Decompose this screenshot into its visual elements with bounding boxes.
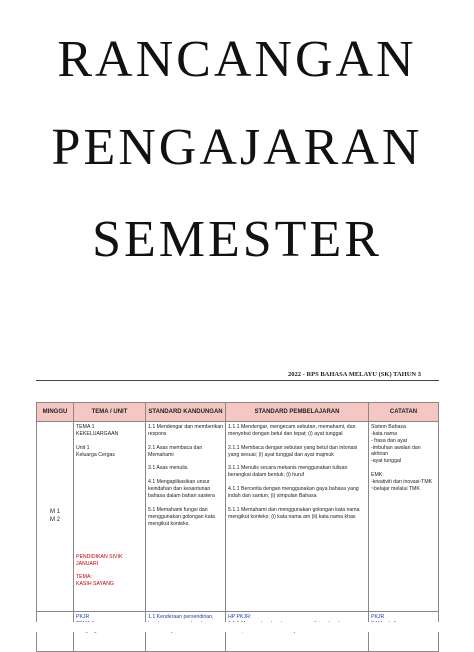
title-line-2: PENGAJARAN bbox=[51, 119, 423, 176]
header-standard-kandungan: STANDARD KANDUNGAN bbox=[146, 403, 226, 422]
minggu-cell bbox=[37, 422, 74, 612]
pkjr-sp-label: HP PKJR: bbox=[228, 614, 252, 620]
tema-cell bbox=[74, 422, 146, 612]
catatan-line: - frasa dan ayat bbox=[371, 437, 408, 444]
tema-line: KEKELUARGAAN bbox=[76, 430, 119, 437]
tema-value: KASIH SAYANG bbox=[76, 581, 114, 588]
minggu-2: M 2 bbox=[49, 516, 60, 523]
sp-item: 2.1.1 Membaca dengan sebutan yang betul dan intonasi yang sesuai; (i) ayat tunggal dan ayat majmuk bbox=[228, 444, 358, 458]
document-subtitle: 2022 - RPS BAHASA MELAYU (SK) TAHUN 3 bbox=[288, 371, 421, 378]
tema-line: TEMA 1 bbox=[76, 424, 95, 430]
sp-item: 5.1.1 Memahami dan menggunakan golongan kata nama mengikut konteks; (i) kata nama am (ii) kata nama khas bbox=[228, 506, 360, 520]
sk-item: 5.1 Memahami fungsi dan menggunakan golongan kata mengikut konteks. bbox=[148, 506, 215, 527]
tema-line: Unit 1 bbox=[76, 444, 90, 451]
sk-item: 1.1 Mendengar dan memberikan respons bbox=[148, 424, 223, 437]
header-standard-pembelajaran: STANDARD PEMBELAJARAN bbox=[226, 403, 369, 422]
catatan-line: -ayat tunggal bbox=[371, 458, 401, 465]
page-bottom-edge bbox=[0, 622, 474, 632]
tema-label: TEMA: bbox=[76, 574, 92, 581]
divider-rule bbox=[36, 380, 439, 381]
pkjr-catatan-1: PKJR bbox=[371, 614, 385, 620]
minggu-1: M 1 bbox=[49, 508, 60, 515]
header-tema-unit: TEMA / UNIT bbox=[74, 403, 146, 422]
pkjr-label: PKJR bbox=[76, 614, 90, 620]
catatan-line: -imbuhan awalan dan akhiran bbox=[371, 444, 421, 458]
title-line-3: SEMESTER bbox=[92, 211, 382, 268]
sp-item: 1.1.1 Mendengar, mengecam sebutan, memahami, dan menyebut dengan betul dan tepat; (i) ayat tunggal bbox=[228, 424, 356, 437]
sk-item: 4.1 Mengaplikasikan unsur keindahan dan kesantunan bahasa dalam bahan sastera bbox=[148, 479, 215, 500]
table-row bbox=[37, 422, 439, 612]
title-line-1: RANCANGAN bbox=[57, 31, 417, 88]
catatan-line: EMK: bbox=[371, 472, 384, 479]
sp-cell bbox=[226, 422, 369, 612]
pkjr-sk: 1.1 Kenderaan persendirian, bbox=[148, 614, 214, 620]
catatan-line: Sistem Bahasa bbox=[371, 424, 406, 430]
catatan-line: -kata nama bbox=[371, 430, 397, 437]
rps-table bbox=[36, 402, 439, 652]
sk-item: 3.1 Asas menulis. bbox=[148, 465, 189, 472]
table-header-row bbox=[37, 403, 439, 422]
tema-line: Keluarga Cergas bbox=[76, 451, 115, 458]
sk-cell bbox=[146, 422, 226, 612]
sk-item: 2.1 Asas membaca dan Memahami bbox=[148, 444, 203, 458]
header-minggu: MINGGU bbox=[37, 403, 74, 422]
catatan-cell bbox=[369, 422, 439, 612]
header-catatan: CATATAN bbox=[369, 403, 439, 422]
sp-item: 3.1.1 Menulis secara mekanis menggunakan tulisan berangkai dalam bentuk; (i) huruf bbox=[228, 465, 348, 479]
catatan-line: -kreativiti dan inovasi-TMK ~belajar melalui TMK bbox=[371, 479, 433, 492]
pendidikan-sivik: PENDIDIKAN SIVIK JANUARI bbox=[76, 554, 123, 568]
sp-item: 4.1.1 Bercerita dengan menggunakan gaya bahasa yang indah dan santun; (i) simpulan Bahasa bbox=[228, 486, 359, 500]
